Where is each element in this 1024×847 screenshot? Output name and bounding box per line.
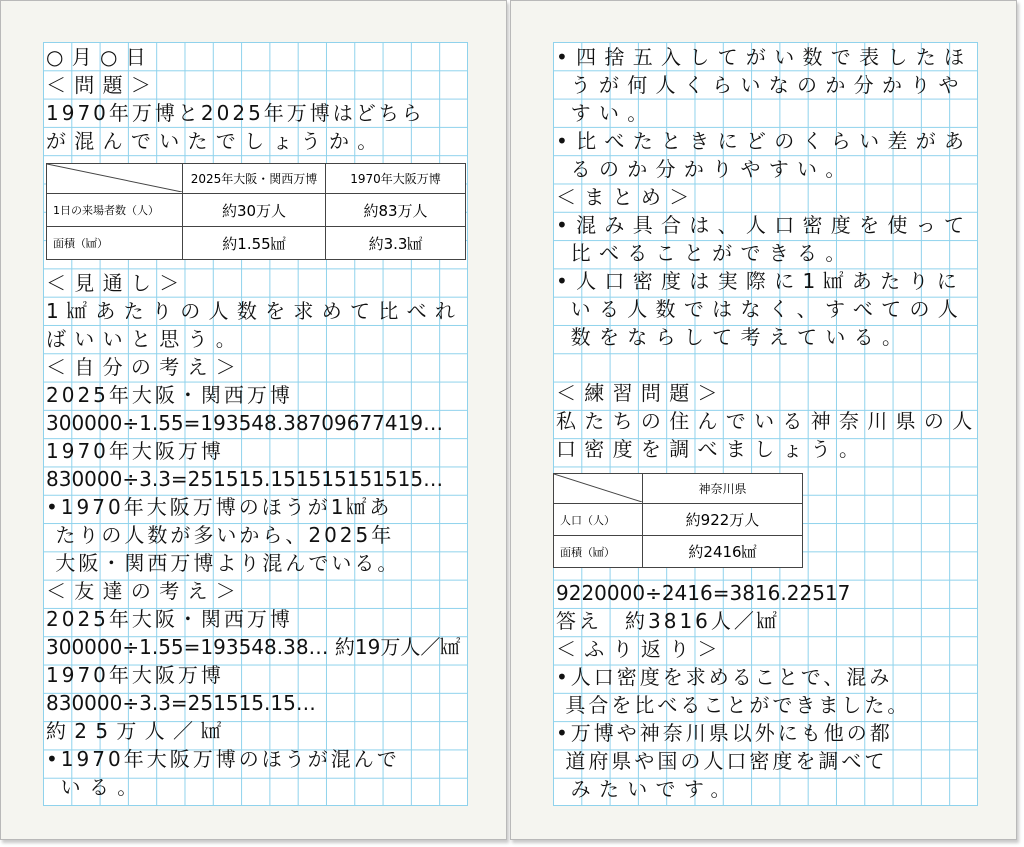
table-cell: 約922万人: [643, 504, 803, 536]
table-cell: 約83万人: [326, 194, 466, 227]
text-line: 約25万人／㎢: [46, 719, 230, 743]
diagonal-line: [47, 164, 182, 192]
heading-my-idea: ＜自分の考え＞: [46, 355, 245, 379]
text-line: 大阪・関西万博より混んでいる。: [46, 551, 401, 575]
text-line: 1970年大阪万博: [46, 439, 224, 463]
heading-friend-idea: ＜友達の考え＞: [46, 579, 245, 603]
bullet-line: •四捨五入してがい数で表したほ: [556, 45, 973, 69]
table-corner-cell: [47, 164, 183, 194]
bullet-line: •万博や神奈川県以外にも他の都: [556, 721, 893, 745]
table-cell: 約3.3㎢: [326, 227, 466, 260]
text-line: すい。: [556, 101, 656, 125]
table-cell: 約1.55㎢: [183, 227, 326, 260]
text-line: たりの人数が多いから、2025年: [46, 523, 395, 547]
text-line: 道府県や国の人口密度を調べて: [556, 749, 888, 773]
kanagawa-table: [553, 473, 803, 568]
calc-line: 300000÷1.55=193548.3870967741​9…: [46, 411, 444, 435]
calc-line: 830000÷3.3=251515.151515151515…: [46, 467, 444, 491]
left-notebook-page: [0, 0, 507, 840]
date-line: ○月○日: [46, 45, 155, 69]
bullet-line: •混み具合は、人口密度を使って: [556, 213, 973, 237]
text-line: いる。: [46, 775, 146, 799]
text-line: 比べることができる。: [556, 241, 854, 265]
text-line: 2025年大阪・関西万博: [46, 383, 293, 407]
table-row-label: 面積（㎢）: [47, 227, 183, 260]
text-line: 1970年万博と2025年万博はどちら: [46, 101, 425, 125]
text-line: るのか分かりやすい。: [556, 157, 854, 181]
table-cell: 約2416㎢: [643, 536, 803, 568]
bullet-line: •1970年大阪万博のほうが1㎢あ: [46, 495, 393, 519]
bullet-line: •比べたときにどのくらい差があ: [556, 129, 973, 153]
table-cell: 約30万人: [183, 194, 326, 227]
text-line: うが何人くらいなのか分かりや: [556, 73, 967, 97]
heading-summary: ＜まとめ＞: [556, 185, 698, 209]
table-row-label: 人口（人）: [554, 504, 643, 536]
calc-line: 300000÷1.55=193548.38… 約19万人／㎢: [46, 635, 461, 659]
bullet-line: •人口密度を求めることで、混み: [556, 665, 893, 689]
heading-outlook: ＜見通し＞: [46, 271, 188, 295]
calc-line: 9220000÷2416=3816.22517: [556, 581, 851, 605]
text-line: 1970年大阪万博: [46, 663, 224, 687]
answer-line: 答え 約3816人／㎢: [556, 609, 780, 633]
table-row-label: 1日の来場者数（人）: [47, 194, 183, 227]
table-header: 神奈川県: [643, 474, 803, 504]
heading-problem: ＜問題＞: [46, 73, 160, 97]
text-line: 私たちの住んでいる神奈川県の人: [556, 409, 981, 433]
text-line: 2025年大阪・関西万博: [46, 607, 293, 631]
table-header: 2025年大阪・関西万博: [183, 164, 326, 194]
text-line: いる人数ではなく、すべての人: [556, 297, 967, 321]
calc-line: 830000÷3.3=251515.15…: [46, 691, 316, 715]
bullet-line: •1970年大阪万博のほうが混んで: [46, 747, 400, 771]
diagonal-line: [554, 474, 642, 502]
table-row-label: 面積（㎢）: [554, 536, 643, 568]
table-corner-cell: [554, 474, 643, 504]
text-line: が混んでいたでしょうか。: [46, 129, 386, 153]
text-line: ばいいと思う。: [46, 327, 245, 351]
heading-reflection: ＜ふり返り＞: [556, 637, 726, 661]
expo-comparison-table: [46, 163, 466, 260]
heading-practice: ＜練習問題＞: [556, 381, 726, 405]
bullet-line: •人口密度は実際に1㎢あたりに: [556, 269, 966, 293]
text-line: みたいです。: [556, 777, 739, 801]
text-line: 口密度を調べましょう。: [556, 437, 868, 461]
text-line: 1㎢あたりの人数を求めて比べれ: [46, 299, 464, 323]
table-header: 1970年大阪万博: [326, 164, 466, 194]
right-notebook-page: [510, 0, 1017, 840]
text-line: 数をならして考えている。: [556, 325, 911, 349]
text-line: 具合を比べることができました。: [556, 693, 911, 717]
